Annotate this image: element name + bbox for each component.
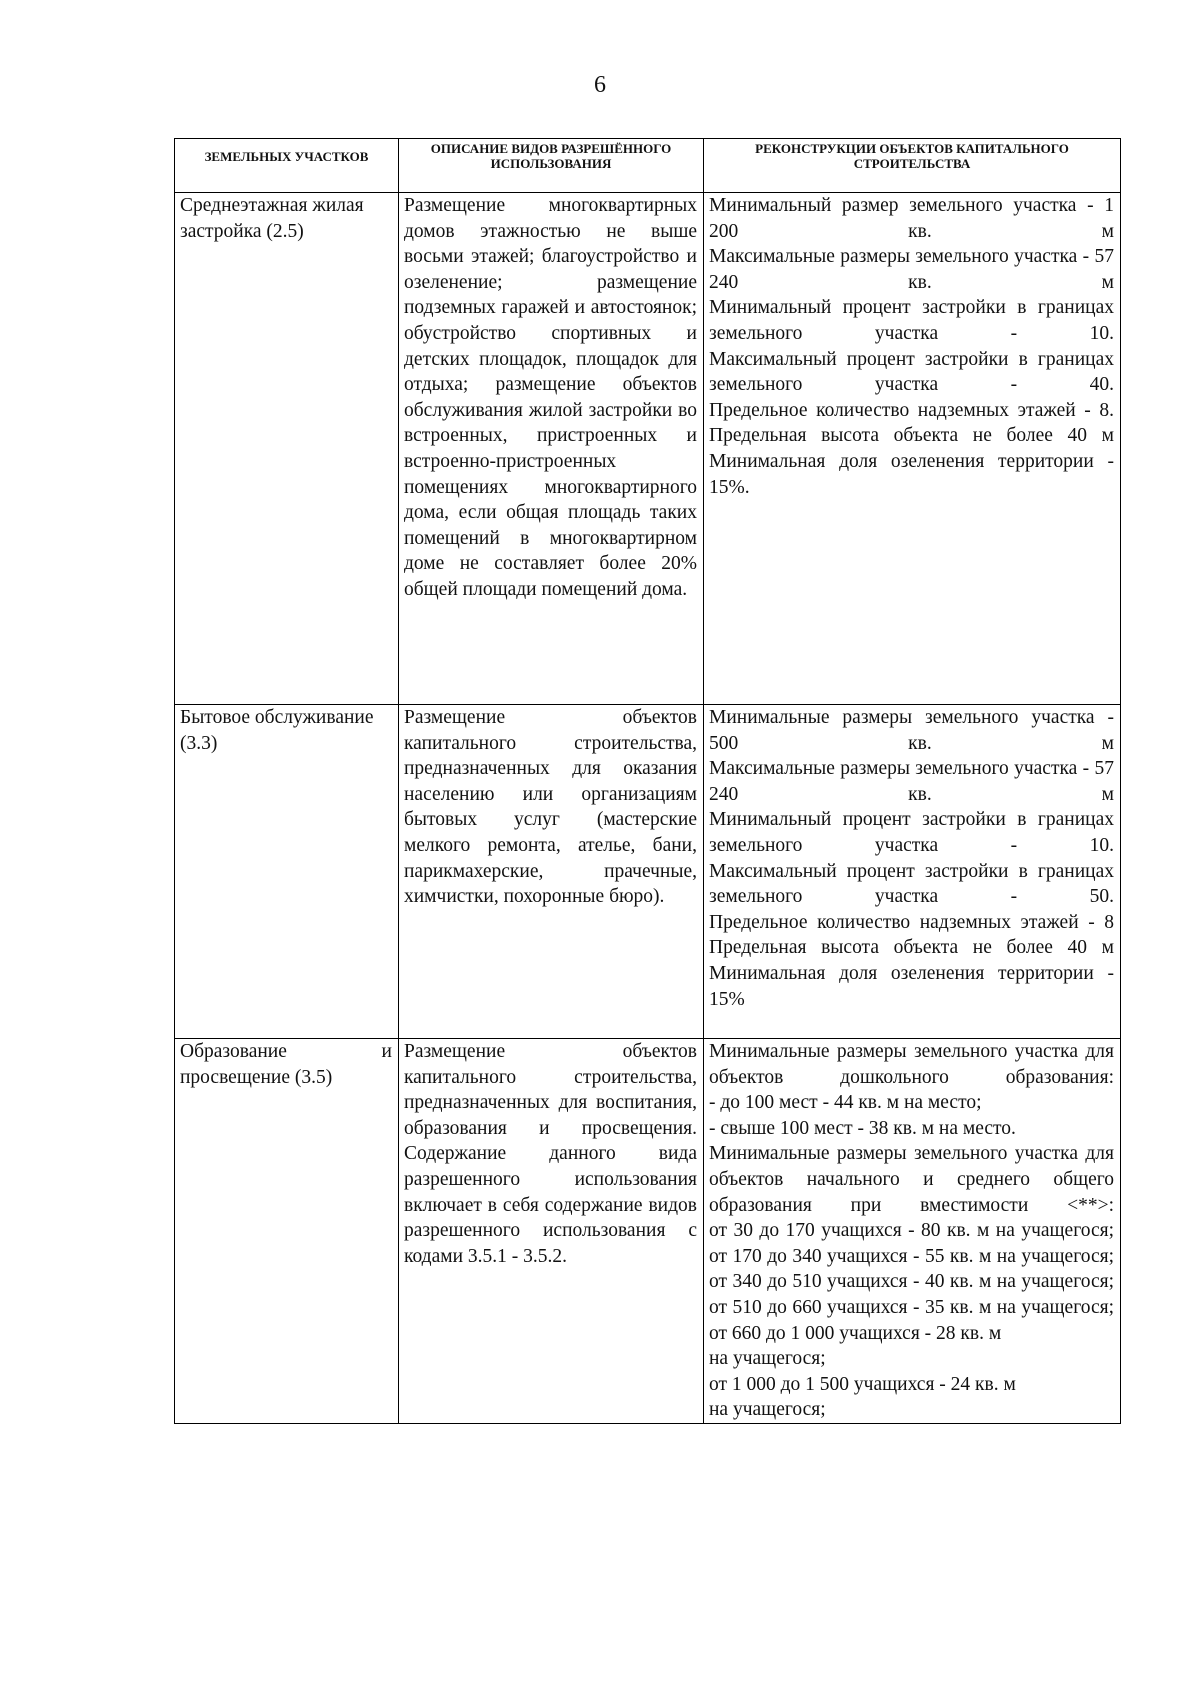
param-line: Минимальные размеры земельного участка - 500 кв. м — [709, 707, 1114, 754]
param-line: Максимальный процент застройки в границах земельного участка - 40. — [709, 348, 1114, 396]
use-name-cell — [175, 193, 399, 705]
table-row — [175, 1039, 1121, 1424]
use-description-cell — [399, 705, 704, 1039]
param-line: Максимальные размеры земельного участка - 57 240 кв. м — [709, 758, 1114, 805]
use-name: Среднеэтажная жилая застройка (2.5) — [180, 195, 364, 242]
use-description-cell — [399, 193, 704, 705]
param-line: Предельная высота объекта не более 40 м — [709, 425, 1114, 447]
use-name: Бытовое обслуживание (3.3) — [180, 707, 374, 754]
land-use-table — [174, 138, 1121, 1424]
use-description: Размещение объектов капитального строительства, предназначенных для оказания населению или организациям бытовых услуг (мастерские мелкого ремонта, ателье, бани, парикмахерские, прачечные, химчистки, похоронные бюро). — [404, 707, 697, 908]
header-land-plots: ЗЕМЕЛЬНЫХ УЧАСТКОВ — [175, 139, 399, 193]
use-name: Образование и просвещение (3.5) — [180, 1041, 392, 1088]
param-line: от 170 до 340 учащихся - 55 кв. м на учащегося; — [709, 1245, 1114, 1267]
param-line: Минимальный процент застройки в границах земельного участка - 10. — [709, 809, 1114, 856]
param-line: Максимальные размеры земельного участка - 57 240 кв. м — [709, 246, 1114, 293]
param-line: от 1 000 до 1 500 учащихся - 24 кв. м на учащегося; — [709, 1373, 1016, 1421]
table-row — [175, 193, 1121, 705]
use-description-cell — [399, 1039, 704, 1424]
header-reconstruction: РЕКОНСТРУКЦИИ ОБЪЕКТОВ КАПИТАЛЬНОГО СТРОИТЕЛЬСТВА — [704, 139, 1121, 193]
use-description: Размещение многоквартирных домов этажностью не выше восьми этажей; благоустройство и озеленение; размещение подземных гаражей и автостоянок; обустройство спортивных и детских площадок, площадок для отдыха; размещение объектов обслуживания жилой застройки во встроенных, пристроенных и встроенно-пристроенных помещениях многоквартирного дома, если общая площадь таких помещений в многоквартирном доме не составляет более 20% общей площади помещений дома. — [404, 195, 697, 600]
param-line: Минимальный размер земельного участка - 1 200 кв. м — [709, 195, 1114, 242]
param-line: Минимальный процент застройки в границах земельного участка - 10. — [709, 297, 1114, 344]
table-row — [175, 705, 1121, 1039]
params-cell — [704, 193, 1121, 705]
param-line: Предельное количество надземных этажей - 8 — [709, 911, 1114, 933]
param-line: Минимальные размеры земельного участка для объектов дошкольного образования: — [709, 1041, 1114, 1088]
use-name-cell — [175, 1039, 399, 1424]
use-description: Размещение объектов капитального строительства, предназначенных для воспитания, образования и просвещения. Содержание данного вида разрешенного использования включает в себя содержание видов разрешенного использования с кодами 3.5.1 - 3.5.2. — [404, 1041, 697, 1267]
param-line: Предельное количество надземных этажей - 8. — [709, 399, 1114, 421]
param-line: Минимальная доля озеленения территории - 15%. — [709, 450, 1114, 498]
param-line: Предельная высота объекта не более 40 м — [709, 937, 1114, 959]
param-line: - свыше 100 мест - 38 кв. м на место. — [709, 1117, 1016, 1139]
param-line: от 340 до 510 учащихся - 40 кв. м на учащегося; — [709, 1271, 1114, 1293]
param-line: Минимальные размеры земельного участка для объектов начального и среднего общего образования при вместимости <**>: — [709, 1143, 1114, 1216]
param-line: от 30 до 170 учащихся - 80 кв. м на учащегося; — [709, 1220, 1114, 1242]
params-cell — [704, 705, 1121, 1039]
param-line: Минимальная доля озеленения территории - 15% — [709, 962, 1114, 1010]
param-line: Максимальный процент застройки в границах земельного участка - 50. — [709, 860, 1114, 908]
table-header-row — [175, 139, 1121, 193]
param-line: от 510 до 660 учащихся - 35 кв. м на учащегося; — [709, 1296, 1114, 1318]
params-cell — [704, 1039, 1121, 1424]
param-line: от 660 до 1 000 учащихся - 28 кв. м на учащегося; — [709, 1322, 1002, 1370]
page-number: 6 — [594, 72, 606, 98]
header-use-description: ОПИСАНИЕ ВИДОВ РАЗРЕШЁННОГО ИСПОЛЬЗОВАНИЯ — [399, 139, 704, 193]
use-name-cell — [175, 705, 399, 1039]
param-line: - до 100 мест - 44 кв. м на место; — [709, 1092, 982, 1114]
